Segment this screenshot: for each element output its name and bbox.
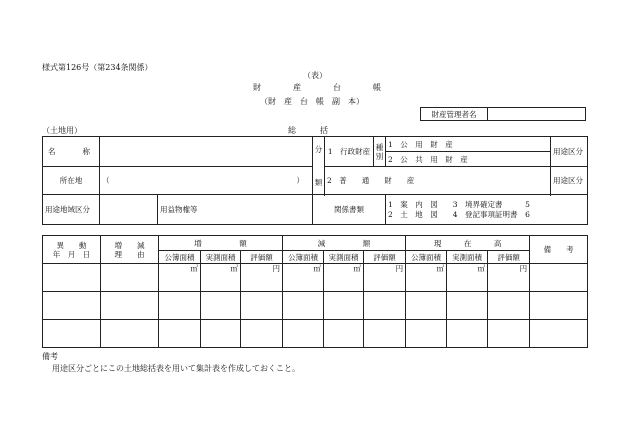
table-cell[interactable]: [406, 292, 447, 320]
page-subtitle: （財 産 台 帳 副 本）: [260, 97, 364, 106]
general-property: 2 普 通 財 産: [325, 167, 551, 195]
manager-label: 財産管理者名: [421, 108, 488, 121]
table-cell[interactable]: [364, 320, 406, 348]
table-cell[interactable]: [43, 264, 101, 292]
notes-title: 備考: [42, 352, 58, 361]
table-cell[interactable]: [530, 292, 588, 320]
table-cell[interactable]: [488, 292, 530, 320]
shubetsu-label: 種別: [374, 137, 386, 167]
sub-header: 公簿面積: [283, 251, 324, 264]
manager-field[interactable]: [488, 108, 586, 121]
bunrui-label: 分 類: [313, 137, 325, 195]
public-use-property: 2 公 共 用 財 産: [386, 152, 551, 167]
table-cell[interactable]: [324, 292, 364, 320]
unit-sqm: ㎡: [201, 264, 241, 292]
table-cell[interactable]: [101, 264, 159, 292]
sub-header: 評価額: [241, 251, 283, 264]
front-label: （表）: [303, 71, 327, 80]
table-cell[interactable]: [406, 320, 447, 348]
related-docs-list: 1 案 内 図 3 境界確定書 5 2 土 地 図 4 登記事項証明書 6: [386, 195, 588, 225]
public-property: 1 公 用 財 産: [386, 137, 551, 152]
reason-header: 増 減 理 由: [101, 236, 159, 264]
table-cell[interactable]: [447, 320, 488, 348]
summary-table: [42, 136, 588, 225]
unit-sqm: ㎡: [159, 264, 201, 292]
name-field[interactable]: [100, 137, 313, 167]
section-label: （土地用）: [42, 126, 82, 135]
usufruct-cell: 用益物権等: [158, 195, 313, 225]
remarks-header: 備 考: [530, 236, 588, 264]
address-field[interactable]: （ ）: [100, 167, 313, 195]
table-cell[interactable]: [201, 292, 241, 320]
sub-header: 実測面積: [447, 251, 488, 264]
table-cell[interactable]: [283, 292, 324, 320]
table-cell[interactable]: [159, 320, 201, 348]
youto-kubun-1: 用途区分: [551, 137, 588, 167]
table-cell[interactable]: [101, 292, 159, 320]
use-area-label: 用途地域区分: [43, 195, 100, 225]
related-docs-label: 関係書類: [313, 195, 386, 225]
table-cell[interactable]: [283, 320, 324, 348]
manager-box: [420, 107, 586, 121]
change-table: [42, 235, 588, 348]
increase-header: 増 額: [159, 236, 283, 251]
table-cell[interactable]: [101, 320, 159, 348]
notes-text: 用途区分ごとにこの土地総括表を用いて集計表を作成しておくこと。: [52, 364, 300, 373]
table-cell[interactable]: [159, 292, 201, 320]
decrease-header: 減 額: [283, 236, 406, 251]
address-label: 所在地: [43, 167, 100, 195]
table-cell[interactable]: [324, 320, 364, 348]
unit-sqm: ㎡: [406, 264, 447, 292]
table-cell[interactable]: [241, 292, 283, 320]
table-cell[interactable]: [43, 292, 101, 320]
sub-header: 実測面積: [201, 251, 241, 264]
sub-header: 公簿面積: [159, 251, 201, 264]
unit-yen: 円: [364, 264, 406, 292]
table-cell[interactable]: [488, 320, 530, 348]
sub-header: 評価額: [488, 251, 530, 264]
unit-sqm: ㎡: [447, 264, 488, 292]
unit-yen: 円: [241, 264, 283, 292]
sub-header: 実測面積: [324, 251, 364, 264]
sub-header: 公簿面積: [406, 251, 447, 264]
current-header: 現 在 高: [406, 236, 530, 251]
table-cell[interactable]: [447, 292, 488, 320]
name-label: 名 称: [43, 137, 100, 167]
youto-kubun-2: 用途区分: [551, 167, 588, 195]
date-header: 異 動 年 月 日: [43, 236, 101, 264]
sub-header: 評価額: [364, 251, 406, 264]
table-cell[interactable]: [43, 320, 101, 348]
summary-label: 総 括: [288, 126, 328, 135]
table-cell[interactable]: [530, 320, 588, 348]
unit-yen: 円: [488, 264, 530, 292]
admin-property: 1 行政財産: [325, 137, 374, 167]
table-cell[interactable]: [201, 320, 241, 348]
page-title: 財 産 台 帳: [253, 83, 381, 92]
unit-sqm: ㎡: [283, 264, 324, 292]
table-cell[interactable]: [364, 292, 406, 320]
use-area-field[interactable]: [100, 195, 158, 225]
unit-sqm: ㎡: [324, 264, 364, 292]
table-cell[interactable]: [530, 264, 588, 292]
form-number: 様式第126号（第234条関係）: [42, 63, 153, 72]
table-cell[interactable]: [241, 320, 283, 348]
